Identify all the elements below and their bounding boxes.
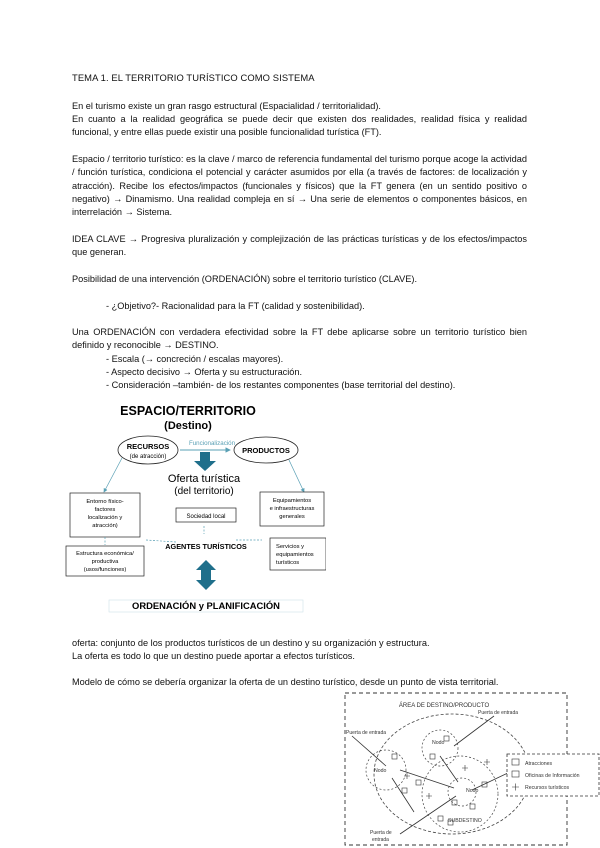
node-b-label: Nodo <box>432 740 445 746</box>
oferta-label: Oferta turística <box>167 473 241 485</box>
entorno-line-4: atracción) <box>92 523 118 529</box>
relation-marks <box>146 526 262 542</box>
sociedad-label: Sociedad local <box>186 514 226 520</box>
legend-resources: Recursos turísticos <box>525 785 570 791</box>
destination-model-map <box>344 692 600 848</box>
agentes-label: AGENTES TURÍSTICOS <box>165 542 247 551</box>
legend-info-offices: Oficinas de Información <box>525 773 580 779</box>
entrance-right-label: Puerta de entrada <box>478 710 519 716</box>
funcionalizacion-label: Funcionalización <box>188 440 236 447</box>
paragraph-offer-scope: La oferta es todo lo que un destino puede aportar a efectos turísticos. <box>72 651 355 661</box>
paragraph-space-definition: Espacio / territorio turístico: es la clave / marco de referencia fundamental del turismo porque acoge la actividad / función turística, condiciona el potencial y carácter asumidos por ella (a través de factores: de localización y atracción). Recibe los efectos/impactos (funcionales y físicos) que la FT genera (en un sentido positivo o negativo) → Dinamismo. Una realidad compleja en sí → Una serie de elementos o componentes básicos, en interrelación → Sistema. <box>72 154 527 218</box>
estructura-line-1: Estructura económica/ <box>76 551 134 557</box>
ordenacion-label: ORDENACIÓN y PLANIFICACIÓN <box>132 600 280 611</box>
diagram-title: ESPACIO/TERRITORIO <box>120 404 256 418</box>
paragraph-model: Modelo de cómo se debería organizar la oferta de un destino turístico, desde un punto de vista territorial. <box>72 677 499 687</box>
bullet-scale: - Escala (→ concreción / escalas mayores). <box>106 354 284 364</box>
territory-system-diagram <box>64 400 326 616</box>
page-title: TEMA 1. EL TERRITORIO TURÍSTICO COMO SISTEMA <box>72 72 315 83</box>
equipamientos-line-1: Equipamientos <box>272 498 312 504</box>
map-area-label: ÁREA DE DESTINO/PRODUCTO <box>398 703 490 709</box>
paragraph-ordination: Una ORDENACIÓN con verdadera efectividad sobre la FT debe aplicarse sobre un territorio turístico bien definido y reconocible → DESTINO. <box>72 327 527 351</box>
entrance-bottom-label-1: Puerta de <box>370 830 392 836</box>
bullet-components: - Consideración –también- de los restantes componentes (base territorial del destino). <box>106 380 456 390</box>
double-arrow-icon <box>196 560 216 590</box>
estructura-line-2: productiva <box>91 559 119 565</box>
subdestino-label: SUBDESTINO <box>448 818 482 824</box>
entrance-top-label: Puerta de entrada <box>346 730 387 736</box>
node-c-label: Nodo <box>466 788 479 794</box>
paragraph-spatiality: En el turismo existe un gran rasgo estructural (Espacialidad / territorialidad). <box>72 101 381 111</box>
objective-item: - ¿Objetivo?- Racionalidad para la FT (calidad y sostenibilidad). <box>106 301 365 311</box>
diagram-subtitle: (Destino) <box>164 420 212 432</box>
servicios-line-2: equipamientos <box>276 552 314 558</box>
equipamientos-line-2: e infraestructuras <box>269 506 315 512</box>
productos-connector <box>289 460 304 492</box>
productos-label: PRODUCTOS <box>242 446 290 455</box>
paragraph-offer-definition: oferta: conjunto de los productos turísticos de un destino y su organización y estructura. <box>72 638 430 648</box>
entorno-line-1: Entorno físico- <box>86 499 124 505</box>
paragraph-intervention: Posibilidad de una intervención (ORDENACIÓN) sobre el territorio turístico (CLAVE). <box>72 274 418 284</box>
entorno-line-3: localización y <box>87 515 123 521</box>
recursos-sublabel: (de atracción) <box>129 454 167 460</box>
servicios-line-1: Servicios y <box>276 544 305 550</box>
equipamientos-line-3: generales <box>279 514 305 520</box>
oferta-sublabel: (del territorio) <box>174 486 234 497</box>
down-arrow-icon <box>194 452 216 471</box>
bullet-offer: - Aspecto decisivo → Oferta y su estructuración. <box>106 367 303 377</box>
entrance-bottom-label-2: entrada <box>372 837 389 843</box>
legend-attractions: Atracciones <box>525 761 553 767</box>
recursos-connector <box>104 458 122 492</box>
estructura-line-3: (usos/funciones) <box>83 567 127 573</box>
recursos-label: RECURSOS <box>126 442 170 451</box>
entorno-line-2: factores <box>94 507 116 513</box>
paragraph-realities: En cuanto a la realidad geográfica se puede decir que existen dos realidades, realidad física y realidad funcional, y entre ellas puede existir una posible funcionalidad turística (FT). <box>72 114 527 138</box>
servicios-line-3: turísticos <box>276 560 300 566</box>
node-a-label: Nodo <box>374 768 387 774</box>
paragraph-key-idea: IDEA CLAVE → Progresiva pluralización y complejización de las prácticas turísticas y de los efectos/impactos que generan. <box>72 234 527 258</box>
